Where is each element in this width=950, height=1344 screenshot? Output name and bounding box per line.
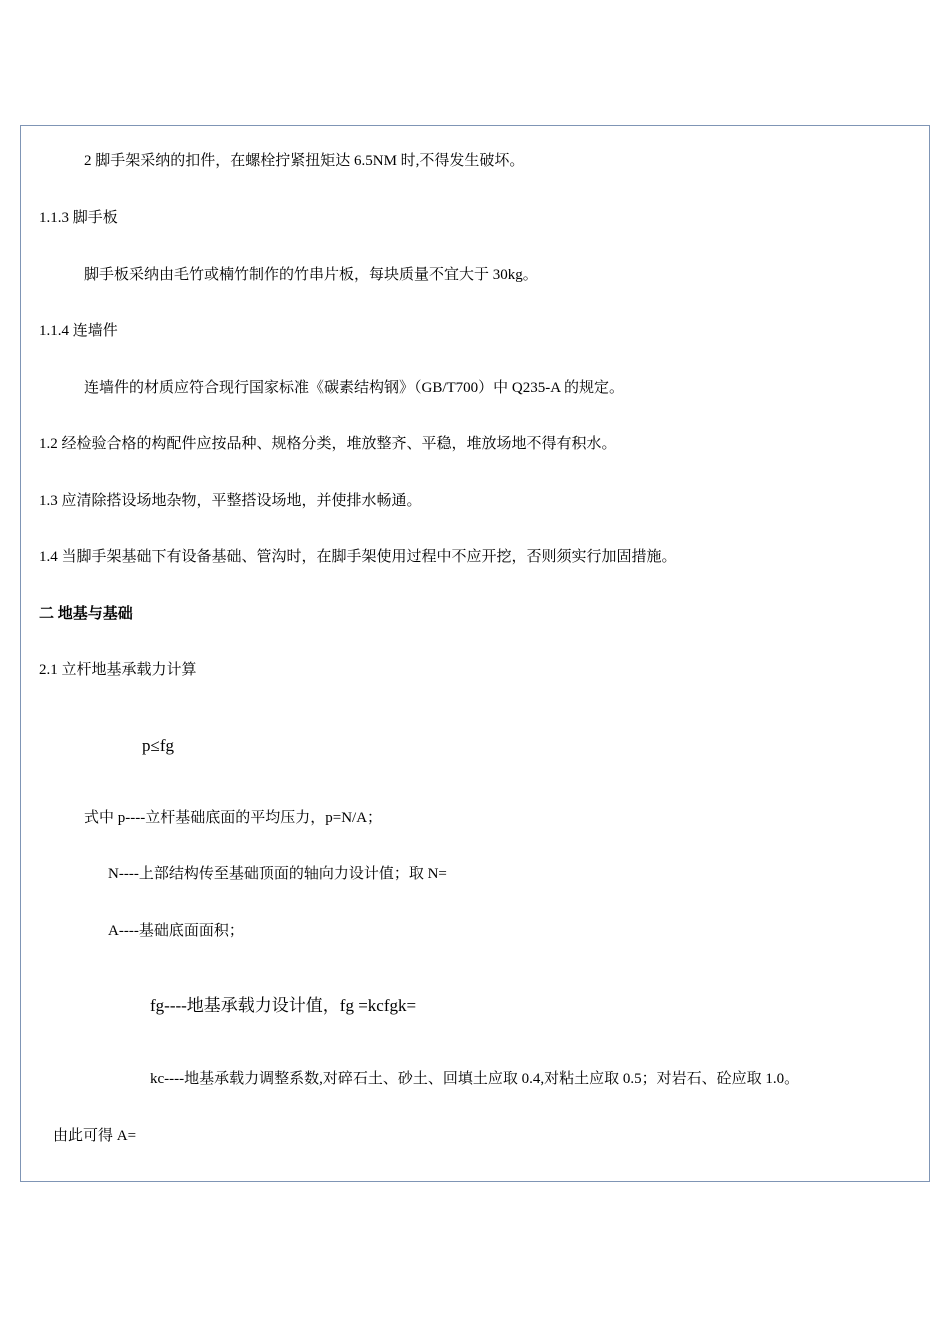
result-line: 由此可得 A= [53,1128,137,1144]
heading-1-1-3: 1.1.3 脚手板 [39,210,118,226]
formula-p-le-fg: p≤fg [142,736,174,755]
formula-definition-fg: fg----地基承载力设计值，fg =kcfgk= [150,996,417,1015]
formula-definition-n: N----上部结构传至基础顶面的轴向力设计值；取 N= [108,866,447,882]
paragraph-1-4: 1.4 当脚手架基础下有设备基础、管沟时，在脚手架使用过程中不应开挖，否则须实行加固措施。 [39,549,677,565]
paragraph-1-2: 1.2 经检验合格的构配件应按品种、规格分类，堆放整齐、平稳，堆放场地不得有积水。 [39,436,617,452]
paragraph-scaffold-board: 脚手板采纳由毛竹或楠竹制作的竹串片板，每块质量不宜大于 30kg。 [84,267,538,283]
formula-definition-kc: kc----地基承载力调整系数,对碎石土、砂土、回填土应取 0.4,对粘土应取 0.5；对岩石、砼应取 1.0。 [150,1071,800,1087]
paragraph-fastener-torque: 2 脚手架采纳的扣件，在螺栓拧紧扭矩达 6.5NM 时,不得发生破坏。 [84,153,525,169]
section-heading-2: 二 地基与基础 [39,606,133,622]
paragraph-1-3: 1.3 应清除搭设场地杂物，平整搭设场地，并使排水畅通。 [39,493,422,509]
formula-definition-a: A----基础底面面积； [108,923,244,939]
heading-2-1: 2.1 立杆地基承载力计算 [39,662,197,678]
paragraph-wall-tie: 连墙件的材质应符合现行国家标准《碳素结构钢》（GB/T700）中 Q235-A 的规定。 [84,380,625,396]
formula-definition-p: 式中 p----立杆基础底面的平均压力，p=N/A； [84,810,383,826]
heading-1-1-4: 1.1.4 连墙件 [39,323,118,339]
